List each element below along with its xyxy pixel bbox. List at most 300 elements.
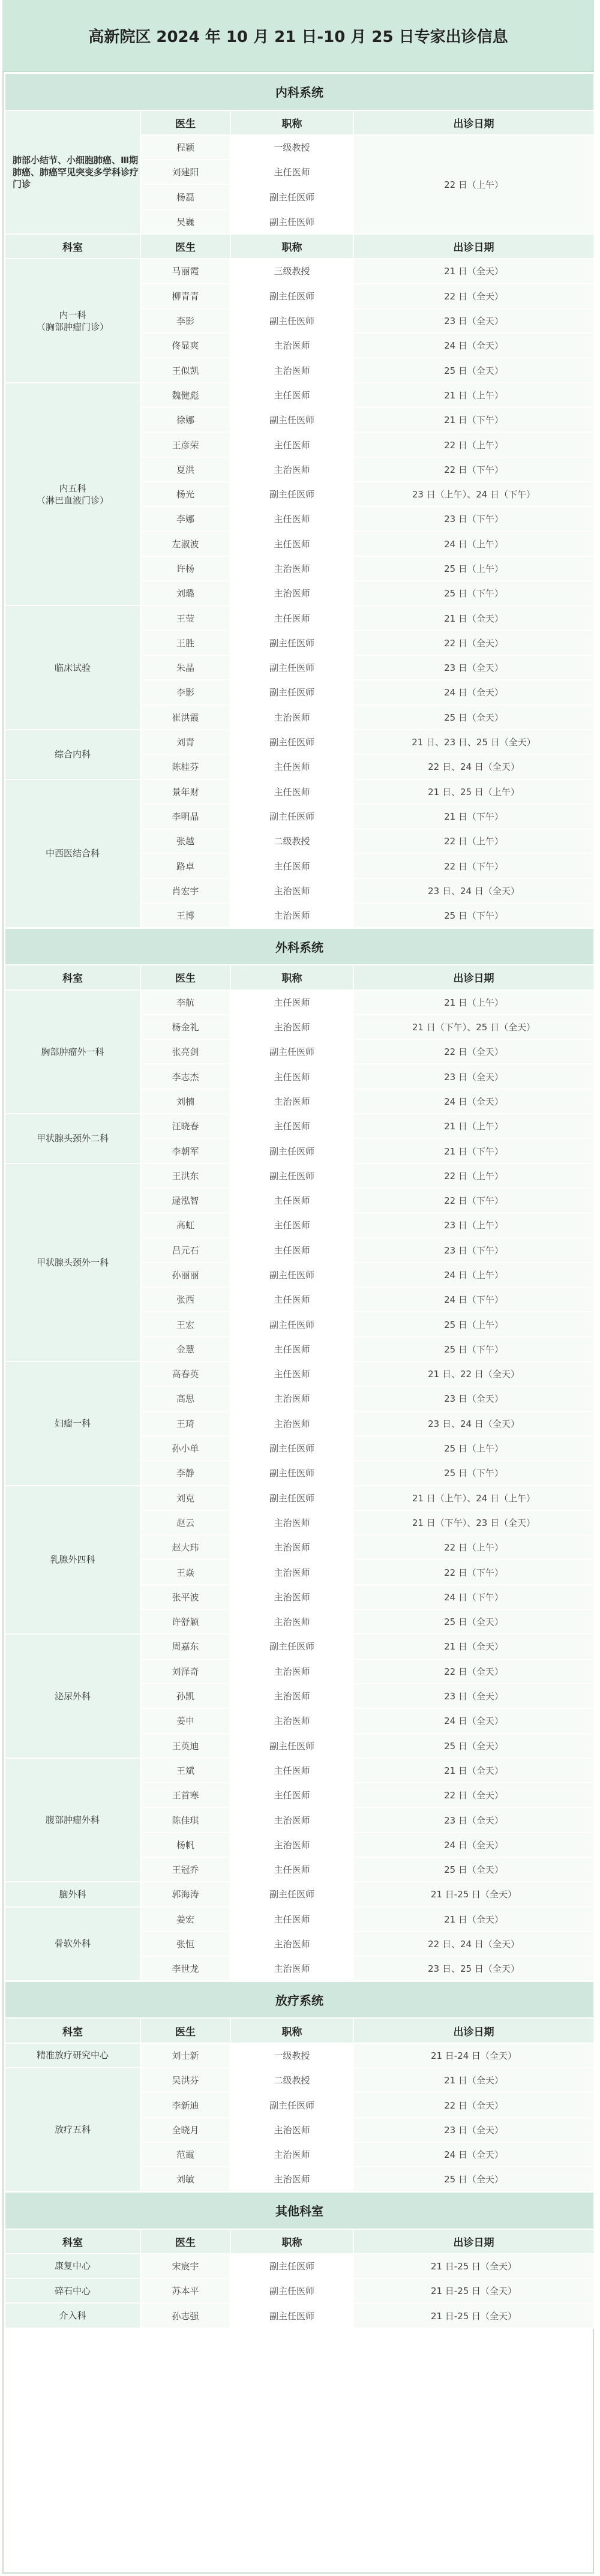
doctor-rank: 主治医师: [230, 2118, 353, 2142]
doctor-rank: 主治医师: [230, 1609, 353, 1634]
doctor-rank: 主任医师: [230, 532, 353, 556]
doctor-name: 王宏: [140, 1312, 230, 1336]
header-dept: 科室: [5, 2229, 140, 2254]
visit-date: 22 日（全天）: [353, 631, 594, 655]
doctor-rank: 主治医师: [230, 1956, 353, 1981]
header-doctor: 医生: [140, 2229, 230, 2254]
doctor-name: 程颖: [140, 135, 230, 160]
department-cell: 精准放疗研究中心: [5, 2043, 140, 2068]
department-cell: 甲状腺头颈外一科: [5, 1163, 140, 1362]
section-title: 其他科室: [5, 2192, 594, 2229]
doctor-name: 孙丽丽: [140, 1262, 230, 1287]
doctor-rank: 一级教授: [230, 2043, 353, 2068]
doctor-name: 佟显爽: [140, 333, 230, 358]
department-cell: 放疗五科: [5, 2068, 140, 2191]
table-row: [5, 1882, 594, 1906]
doctor-rank: 主治医师: [230, 1932, 353, 1956]
visit-date: 25 日（全天）: [353, 1734, 594, 1758]
visit-date: 22 日、24 日（全天）: [353, 1932, 594, 1956]
section-title: 外科系统: [5, 928, 594, 965]
header-doctor: 医生: [140, 2018, 230, 2043]
doctor-name: 王焱: [140, 1560, 230, 1584]
visit-date: 23 日（全天）: [353, 1684, 594, 1708]
doctor-rank: 主任医师: [230, 1907, 353, 1932]
doctor-rank: 主任医师: [230, 1238, 353, 1262]
doctor-name: 郭海涛: [140, 1882, 230, 1906]
visit-date: 25 日（上午）: [353, 1436, 594, 1461]
doctor-rank: 主任医师: [230, 605, 353, 630]
doctor-name: 汪晓春: [140, 1114, 230, 1138]
doctor-name: 李志杰: [140, 1064, 230, 1088]
visit-date: 24 日（上午）: [353, 1262, 594, 1287]
doctor-rank: 主治医师: [230, 1684, 353, 1708]
header-rank: 职称: [230, 2018, 353, 2043]
doctor-rank: 主治医师: [230, 1386, 353, 1411]
doctor-rank: 副主任医师: [230, 680, 353, 704]
doctor-rank: 主任医师: [230, 1287, 353, 1312]
doctor-name: 姜宏: [140, 1907, 230, 1932]
doctor-name: 马丽霞: [140, 259, 230, 283]
visit-date: 23 日（全天）: [353, 1386, 594, 1411]
doctor-rank: 主治医师: [230, 556, 353, 581]
doctor-name: 徐娜: [140, 407, 230, 432]
visit-date: 25 日（全天）: [353, 1857, 594, 1882]
visit-date: 21 日（上午）、24 日（上午）: [353, 1486, 594, 1510]
doctor-name: 杨帆: [140, 1833, 230, 1857]
doctor-rank: 主任医师: [230, 1783, 353, 1807]
table-row: [5, 1362, 594, 1386]
doctor-name: 李明晶: [140, 804, 230, 829]
doctor-rank: 主任医师: [230, 1114, 353, 1138]
doctor-rank: 主任医师: [230, 853, 353, 878]
doctor-rank: 主治医师: [230, 1659, 353, 1684]
visit-date: 22 日（上午）: [353, 1163, 594, 1188]
visit-date: 21 日、25 日（上午）: [353, 779, 594, 804]
doctor-name: 李影: [140, 308, 230, 333]
doctor-name: 王英迪: [140, 1734, 230, 1758]
section-row: [5, 73, 594, 110]
header-row: [5, 2229, 594, 2254]
header-dept: 科室: [5, 965, 140, 989]
doctor-name: 吕元石: [140, 1238, 230, 1262]
table-row: [5, 2068, 594, 2092]
doctor-name: 刘建阳: [140, 160, 230, 184]
doctor-rank: 二级教授: [230, 829, 353, 853]
doctor-rank: 副主任医师: [230, 2254, 353, 2278]
visit-date: 21 日-25 日（全天）: [353, 2254, 594, 2278]
doctor-rank: 副主任医师: [230, 482, 353, 506]
department-cell: 介入科: [5, 2303, 140, 2328]
header-rank: 职称: [230, 110, 353, 135]
header-date: 出诊日期: [353, 110, 594, 135]
doctor-rank: 副主任医师: [230, 1039, 353, 1064]
doctor-name: 李娜: [140, 506, 230, 531]
doctor-rank: 副主任医师: [230, 308, 353, 333]
doctor-rank: 一级教授: [230, 135, 353, 160]
visit-date: 25 日（全天）: [353, 358, 594, 382]
visit-date: 22 日（下午）: [353, 457, 594, 482]
doctor-rank: 主任医师: [230, 432, 353, 457]
department-cell: 综合内科: [5, 730, 140, 779]
doctor-name: 刘敏: [140, 2167, 230, 2191]
visit-date: 23 日（下午）: [353, 1238, 594, 1262]
department-cell: 乳腺外四科: [5, 1486, 140, 1635]
doctor-rank: 主任医师: [230, 1337, 353, 1362]
visit-date: 21 日-25 日（全天）: [353, 2278, 594, 2303]
visit-date: 21 日、23 日、25 日（全天）: [353, 730, 594, 754]
visit-date: 23 日、24 日（全天）: [353, 878, 594, 903]
doctor-rank: 副主任医师: [230, 1163, 353, 1188]
visit-date: 21 日（下午）: [353, 1138, 594, 1163]
doctor-name: 张亮剑: [140, 1039, 230, 1064]
doctor-name: 肖宏宇: [140, 878, 230, 903]
visit-date: 21 日（下午）、25 日（全天）: [353, 1015, 594, 1039]
doctor-rank: 主治医师: [230, 333, 353, 358]
doctor-name: 朱晶: [140, 655, 230, 680]
header-doctor: 医生: [140, 110, 230, 135]
doctor-name: 刘璐: [140, 581, 230, 605]
section-title: 放疗系统: [5, 1981, 594, 2018]
doctor-rank: 副主任医师: [230, 209, 353, 234]
doctor-rank: 副主任医师: [230, 804, 353, 829]
doctor-name: 杨磊: [140, 184, 230, 209]
doctor-name: 王琦: [140, 1411, 230, 1436]
visit-date: 21 日（全天）: [353, 605, 594, 630]
table-row: [5, 990, 594, 1015]
doctor-name: 孙志强: [140, 2303, 230, 2328]
doctor-name: 张平波: [140, 1585, 230, 1609]
doctor-name: 路卓: [140, 853, 230, 878]
doctor-name: 高思: [140, 1386, 230, 1411]
department-cell: 碎石中心: [5, 2278, 140, 2303]
header-doctor: 医生: [140, 965, 230, 989]
visit-date: 21 日（下午）: [353, 804, 594, 829]
department-cell: 泌尿外科: [5, 1634, 140, 1758]
doctor-rank: 主治医师: [230, 1807, 353, 1832]
doctor-rank: 主治医师: [230, 358, 353, 382]
doctor-name: 高春英: [140, 1362, 230, 1386]
doctor-rank: 主任医师: [230, 383, 353, 407]
department-cell: 腹部肿瘤外科: [5, 1758, 140, 1882]
doctor-rank: 副主任医师: [230, 1436, 353, 1461]
doctor-rank: 主治医师: [230, 1708, 353, 1733]
visit-date: 23 日、24 日（全天）: [353, 1411, 594, 1436]
doctor-rank: 主治医师: [230, 878, 353, 903]
visit-date: 24 日（全天）: [353, 1833, 594, 1857]
doctor-rank: 副主任医师: [230, 2303, 353, 2328]
doctor-name: 李航: [140, 990, 230, 1015]
visit-date: 21 日（下午）: [353, 407, 594, 432]
visit-date: 23 日、25 日（全天）: [353, 1956, 594, 1981]
doctor-name: 逯泓智: [140, 1188, 230, 1213]
visit-date: 24 日（全天）: [353, 1708, 594, 1733]
visit-date: 21 日（全天）: [353, 2068, 594, 2092]
doctor-name: 孙小单: [140, 1436, 230, 1461]
doctor-name: 许杨: [140, 556, 230, 581]
department-cell: 肺部小结节、小细胞肺癌、Ⅲ期肺癌、肺癌罕见突变多学科诊疗门诊: [5, 110, 140, 234]
visit-date: 22 日（上午）: [353, 135, 594, 234]
visit-date: 25 日（全天）: [353, 2167, 594, 2191]
visit-date: 22 日（全天）: [353, 1039, 594, 1064]
doctor-rank: 主任医师: [230, 1064, 353, 1088]
doctor-rank: 副主任医师: [230, 1138, 353, 1163]
table-row: [5, 1486, 594, 1510]
doctor-rank: 主治医师: [230, 903, 353, 928]
doctor-rank: 副主任医师: [230, 2278, 353, 2303]
visit-date: 25 日（全天）: [353, 705, 594, 730]
visit-date: 21 日（上午）: [353, 383, 594, 407]
doctor-name: 王斌: [140, 1758, 230, 1783]
visit-date: 25 日（全天）: [353, 1609, 594, 1634]
visit-date: 21 日-25 日（全天）: [353, 1882, 594, 1906]
visit-date: 23 日（上午）: [353, 1213, 594, 1237]
department-cell: 内五科 （淋巴血液门诊）: [5, 383, 140, 606]
doctor-name: 吴巍: [140, 209, 230, 234]
visit-date: 22 日（全天）: [353, 1659, 594, 1684]
table-row: [5, 2278, 594, 2303]
doctor-rank: 主任医师: [230, 160, 353, 184]
doctor-name: 李世龙: [140, 1956, 230, 1981]
visit-date: 23 日（全天）: [353, 2118, 594, 2142]
doctor-name: 刘楠: [140, 1089, 230, 1114]
visit-date: 22 日（上午）: [353, 829, 594, 853]
section-row: [5, 928, 594, 965]
visit-date: 24 日（全天）: [353, 1089, 594, 1114]
doctor-rank: 副主任医师: [230, 2092, 353, 2117]
doctor-rank: 主任医师: [230, 1758, 353, 1783]
doctor-name: 全晓月: [140, 2118, 230, 2142]
doctor-name: 张西: [140, 1287, 230, 1312]
department-cell: 脑外科: [5, 1882, 140, 1906]
doctor-name: 王似凯: [140, 358, 230, 382]
visit-date: 22 日（下午）: [353, 1560, 594, 1584]
doctor-name: 刘泽奇: [140, 1659, 230, 1684]
doctor-name: 杨光: [140, 482, 230, 506]
visit-date: 22 日（全天）: [353, 284, 594, 308]
doctor-name: 姜申: [140, 1708, 230, 1733]
doctor-rank: 副主任医师: [230, 631, 353, 655]
header-date: 出诊日期: [353, 2229, 594, 2254]
table-row: [5, 2303, 594, 2328]
doctor-rank: 主任医师: [230, 1188, 353, 1213]
visit-date: 25 日（下午）: [353, 1337, 594, 1362]
doctor-rank: 主任医师: [230, 506, 353, 531]
table-row: [5, 383, 594, 407]
doctor-rank: 副主任医师: [230, 1634, 353, 1659]
doctor-name: 刘士新: [140, 2043, 230, 2068]
visit-date: 21 日（全天）: [353, 259, 594, 283]
visit-date: 22 日（下午）: [353, 1188, 594, 1213]
visit-date: 24 日（下午）: [353, 1287, 594, 1312]
visit-date: 21 日-25 日（全天）: [353, 2303, 594, 2328]
table-row: [5, 779, 594, 804]
doctor-rank: 主治医师: [230, 1411, 353, 1436]
doctor-name: 许舒颖: [140, 1609, 230, 1634]
doctor-rank: 主治医师: [230, 1089, 353, 1114]
header-row: [5, 2018, 594, 2043]
doctor-rank: 副主任医师: [230, 1882, 353, 1906]
doctor-rank: 主治医师: [230, 2142, 353, 2167]
header-doctor: 医生: [140, 234, 230, 259]
doctor-rank: 主治医师: [230, 705, 353, 730]
doctor-name: 赵云: [140, 1510, 230, 1535]
visit-date: 24 日（下午）: [353, 1585, 594, 1609]
table-row: [5, 1114, 594, 1138]
section-row: [5, 1981, 594, 2018]
doctor-name: 张越: [140, 829, 230, 853]
visit-date: 25 日（下午）: [353, 1461, 594, 1485]
table-row: [5, 1163, 594, 1188]
visit-date: 22 日（全天）: [353, 1783, 594, 1807]
visit-date: 22 日（上午）: [353, 1535, 594, 1560]
visit-date: 23 日（全天）: [353, 1064, 594, 1088]
doctor-rank: 副主任医师: [230, 1312, 353, 1336]
department-cell: 妇瘤一科: [5, 1362, 140, 1485]
visit-date: 21 日、22 日（全天）: [353, 1362, 594, 1386]
visit-date: 21 日（全天）: [353, 1907, 594, 1932]
doctor-name: 高虹: [140, 1213, 230, 1237]
doctor-name: 李静: [140, 1461, 230, 1485]
visit-date: 25 日（下午）: [353, 581, 594, 605]
doctor-name: 王博: [140, 903, 230, 928]
doctor-rank: 主治医师: [230, 1015, 353, 1039]
table-row: [5, 1634, 594, 1659]
doctor-rank: 主治医师: [230, 1535, 353, 1560]
doctor-name: 王洪东: [140, 1163, 230, 1188]
header-rank: 职称: [230, 234, 353, 259]
doctor-name: 苏本平: [140, 2278, 230, 2303]
doctor-rank: 主任医师: [230, 1213, 353, 1237]
doctor-name: 王胜: [140, 631, 230, 655]
table-row: [5, 2043, 594, 2068]
doctor-rank: 副主任医师: [230, 655, 353, 680]
doctor-rank: 副主任医师: [230, 1734, 353, 1758]
visit-date: 24 日（全天）: [353, 333, 594, 358]
visit-date: 22 日（下午）: [353, 853, 594, 878]
table-row: [5, 2254, 594, 2278]
doctor-name: 王莹: [140, 605, 230, 630]
doctor-rank: 主任医师: [230, 754, 353, 779]
table-row: [5, 1758, 594, 1783]
header-row: [5, 965, 594, 989]
doctor-name: 宋宸宇: [140, 2254, 230, 2278]
doctor-rank: 副主任医师: [230, 1486, 353, 1510]
doctor-name: 刘克: [140, 1486, 230, 1510]
header-date: 出诊日期: [353, 234, 594, 259]
table-row: [5, 1907, 594, 1932]
visit-date: 25 日（上午）: [353, 556, 594, 581]
page-title: 高新院区 2024 年 10 月 21 日-10 月 25 日专家出诊信息: [2, 0, 594, 72]
header-row: [5, 110, 594, 135]
doctor-rank: 副主任医师: [230, 730, 353, 754]
section-title: 内科系统: [5, 73, 594, 110]
department-cell: 中西医结合科: [5, 779, 140, 928]
doctor-name: 陈佳琪: [140, 1807, 230, 1832]
visit-date: 25 日（下午）: [353, 903, 594, 928]
header-dept: 科室: [5, 234, 140, 259]
department-cell: 胸部肿瘤外一科: [5, 990, 140, 1114]
visit-date: 23 日（全天）: [353, 308, 594, 333]
doctor-rank: 主治医师: [230, 1833, 353, 1857]
doctor-rank: 主任医师: [230, 1362, 353, 1386]
visit-date: 23 日（下午）: [353, 506, 594, 531]
visit-date: 21 日（下午）、23 日（全天）: [353, 1510, 594, 1535]
doctor-rank: 主治医师: [230, 1510, 353, 1535]
doctor-name: 崔洪霞: [140, 705, 230, 730]
table-row: [5, 605, 594, 630]
department-cell: 临床试验: [5, 605, 140, 729]
doctor-rank: 二级教授: [230, 2068, 353, 2092]
doctor-rank: 主任医师: [230, 1857, 353, 1882]
visit-date: 22 日、24 日（全天）: [353, 754, 594, 779]
visit-date: 23 日（全天）: [353, 1807, 594, 1832]
doctor-rank: 主任医师: [230, 779, 353, 804]
department-cell: 甲状腺头颈外二科: [5, 1114, 140, 1163]
visit-date: 21 日（上午）: [353, 990, 594, 1015]
header-date: 出诊日期: [353, 965, 594, 989]
doctor-rank: 副主任医师: [230, 184, 353, 209]
department-cell: 骨软外科: [5, 1907, 140, 1981]
doctor-name: 李朝军: [140, 1138, 230, 1163]
doctor-name: 李影: [140, 680, 230, 704]
visit-date: 24 日（全天）: [353, 680, 594, 704]
doctor-rank: 主任医师: [230, 990, 353, 1015]
doctor-name: 夏洪: [140, 457, 230, 482]
doctor-rank: 主治医师: [230, 457, 353, 482]
doctor-rank: 副主任医师: [230, 1461, 353, 1485]
doctor-rank: 副主任医师: [230, 407, 353, 432]
doctor-name: 吴洪芬: [140, 2068, 230, 2092]
doctor-rank: 主治医师: [230, 2167, 353, 2191]
visit-date: 21 日（全天）: [353, 1758, 594, 1783]
visit-date: 23 日（上午）、24 日（下午）: [353, 482, 594, 506]
doctor-name: 孙凯: [140, 1684, 230, 1708]
doctor-name: 范霞: [140, 2142, 230, 2167]
doctor-name: 王冠乔: [140, 1857, 230, 1882]
header-date: 出诊日期: [353, 2018, 594, 2043]
doctor-name: 李新迪: [140, 2092, 230, 2117]
visit-date: 24 日（全天）: [353, 2142, 594, 2167]
header-rank: 职称: [230, 2229, 353, 2254]
department-cell: 内一科 （胸部肿瘤门诊）: [5, 259, 140, 382]
doctor-name: 左淑波: [140, 532, 230, 556]
doctor-rank: 主治医师: [230, 581, 353, 605]
doctor-name: 赵大玮: [140, 1535, 230, 1560]
doctor-rank: 主治医师: [230, 1585, 353, 1609]
table-row: [5, 259, 594, 283]
doctor-name: 金慧: [140, 1337, 230, 1362]
doctor-name: 王首寒: [140, 1783, 230, 1807]
doctor-name: 周嘉东: [140, 1634, 230, 1659]
doctor-name: 柳青青: [140, 284, 230, 308]
doctor-name: 杨金礼: [140, 1015, 230, 1039]
doctor-name: 陈桂芬: [140, 754, 230, 779]
visit-date: 24 日（上午）: [353, 532, 594, 556]
visit-date: 21 日-24 日（全天）: [353, 2043, 594, 2068]
visit-date: 21 日（上午）: [353, 1114, 594, 1138]
doctor-rank: 副主任医师: [230, 1262, 353, 1287]
visit-date: 22 日（全天）: [353, 2092, 594, 2117]
section-row: [5, 2192, 594, 2229]
doctor-name: 张恒: [140, 1932, 230, 1956]
visit-date: 21 日（全天）: [353, 1634, 594, 1659]
visit-date: 22 日（上午）: [353, 432, 594, 457]
doctor-name: 景年财: [140, 779, 230, 804]
doctor-name: 王彦荣: [140, 432, 230, 457]
visit-date: 23 日（全天）: [353, 655, 594, 680]
doctor-rank: 三级教授: [230, 259, 353, 283]
doctor-name: 刘青: [140, 730, 230, 754]
